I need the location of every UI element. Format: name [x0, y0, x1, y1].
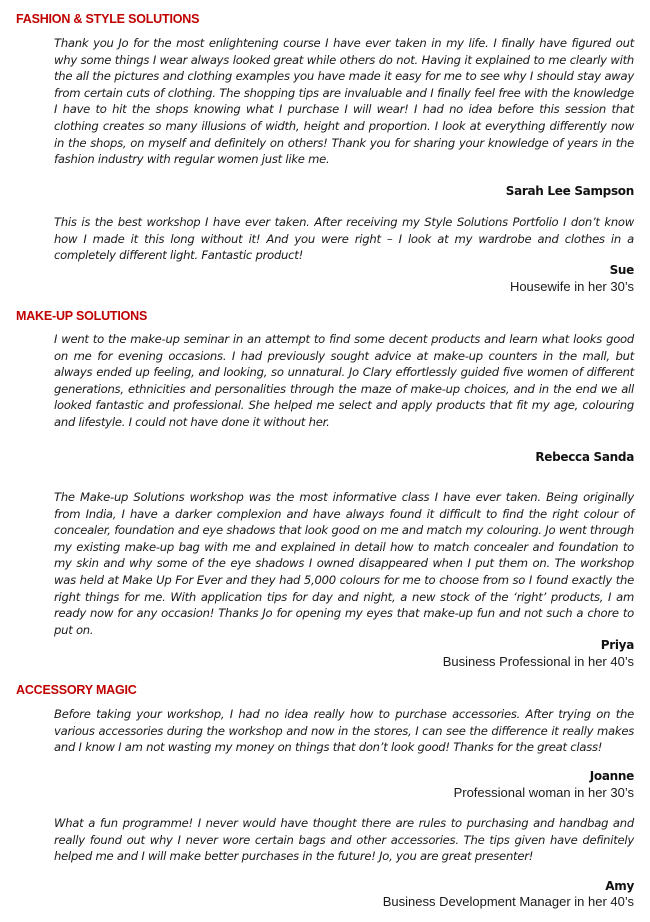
testimonial-author-role: Professional woman in her 30’s	[453, 785, 634, 800]
testimonial-author-role: Business Development Manager in her 40’s	[382, 894, 634, 909]
section-heading-fashion-style: FASHION & STYLE SOLUTIONS	[16, 12, 200, 26]
testimonial-author: Sarah Lee Sampson	[505, 184, 634, 198]
testimonial-author: Joanne	[589, 769, 634, 783]
testimonial-text: I went to the make-up seminar in an attempt to find some decent products and learn what looks good on me for evening occasions. I had previously sought advice at make-up counters in the mall, but always ended up feeling, and looking, so unnatural. Jo Clary effortlessly guided five women of different generations, ethnicities and personalities through the maze of make-up choices, and in the end we all looked fantastic and professional. She helped me select and apply products that fit my age, colouring and lifestyle. I could not have done it without her.	[54, 332, 634, 429]
testimonial-author: Rebecca Sanda	[535, 450, 634, 464]
section-heading-make-up: MAKE-UP SOLUTIONS	[16, 309, 148, 323]
testimonial-text: This is the best workshop I have ever taken. After receiving my Style Solutions Portfolio I don’t know how I made it this long without it! And you were right – I look at my wardrobe and clothes in a completely different light. Fantastic product!	[54, 215, 634, 263]
testimonial-author: Sue	[609, 263, 634, 277]
testimonial-text: What a fun programme! I never would have thought there are rules to purchasing and handbag and really found out why I never wore certain bags and other accessories. The tips given have definitely helped me and I will make better purchases in the future! Jo, you are great presenter!	[54, 816, 634, 864]
testimonial-author: Priya	[600, 638, 634, 652]
testimonial-author-role: Housewife in her 30’s	[509, 279, 634, 294]
testimonial-text: Thank you Jo for the most enlightening course I have ever taken in my life. I finally have figured out why some things I wear always looked great while others do not. Having it explained to me clearly with the all the pictures and clothing examples you have made it easy for me to see why I should stay away from certain cuts of clothing. The shopping tips are invaluable and I finally feel free with the knowledge I have to hit the shops knowing what I purchase I will wear! I had no idea before this session that clothing creates so many illusions of width, height and proportion. I look at everything differently now in the shops, on myself and definitely on others! Thank you for sharing your knowledge of years in the fashion industry with regular women just like me.	[54, 36, 634, 167]
section-heading-accessory-magic: ACCESSORY MAGIC	[16, 683, 137, 697]
testimonial-author: Amy	[605, 879, 634, 893]
testimonial-text: The Make-up Solutions workshop was the most informative class I have ever taken. Being originally from India, I have a darker complexion and have always found it difficult to find the right colour of concealer, foundation and eye shadows that look good on me and match my colouring. Jo went through my existing make-up bag with me and explained in detail how to match concealer and foundation to my skin and why some of the eye shadows I owned disappeared when I put them on. The workshop was held at Make Up For Ever and they had 5,000 colours for me to choose from so I found exactly the right things for me. With application tips for day and night, a new stock of the ‘right’ products, I am ready now for any occasion! Thanks Jo for opening my eyes that make-up fun and not such a chore to put on.	[54, 490, 634, 637]
testimonial-text: Before taking your workshop, I had no idea really how to purchase accessories. After trying on the various accessories during the workshop and now in the stores, I can see the difference it really makes and I know I am not wasting my money on things that don’t look good! Thanks for the great class!	[54, 707, 634, 755]
testimonial-author-role: Business Professional in her 40’s	[442, 654, 634, 669]
